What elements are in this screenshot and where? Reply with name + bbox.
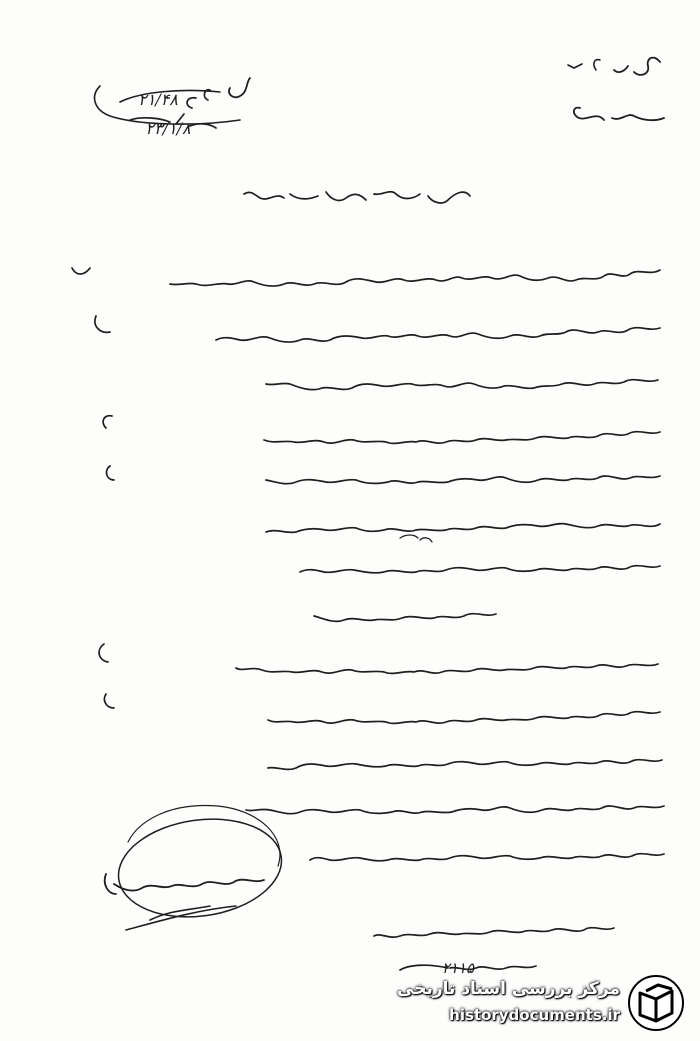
body-paragraph-2 [99, 644, 664, 861]
top-right-marking [568, 58, 664, 121]
letter-date: ۲۳/۱/۸ [145, 119, 191, 138]
watermark-title: مرکز بررسی اسناد تاریخی [397, 979, 620, 999]
signature-with-oval-stamp [105, 805, 288, 930]
subject-line [244, 192, 470, 203]
watermark [392, 973, 692, 1033]
body-paragraph-1 [72, 268, 660, 621]
serial-number: ۲۱۱۵ [441, 959, 475, 977]
letter-number: ۲۱/۴۸ [138, 90, 178, 109]
book-logo-icon [626, 973, 686, 1033]
watermark-url: historydocuments.ir [449, 1006, 620, 1024]
sender-signature-block [374, 928, 614, 970]
